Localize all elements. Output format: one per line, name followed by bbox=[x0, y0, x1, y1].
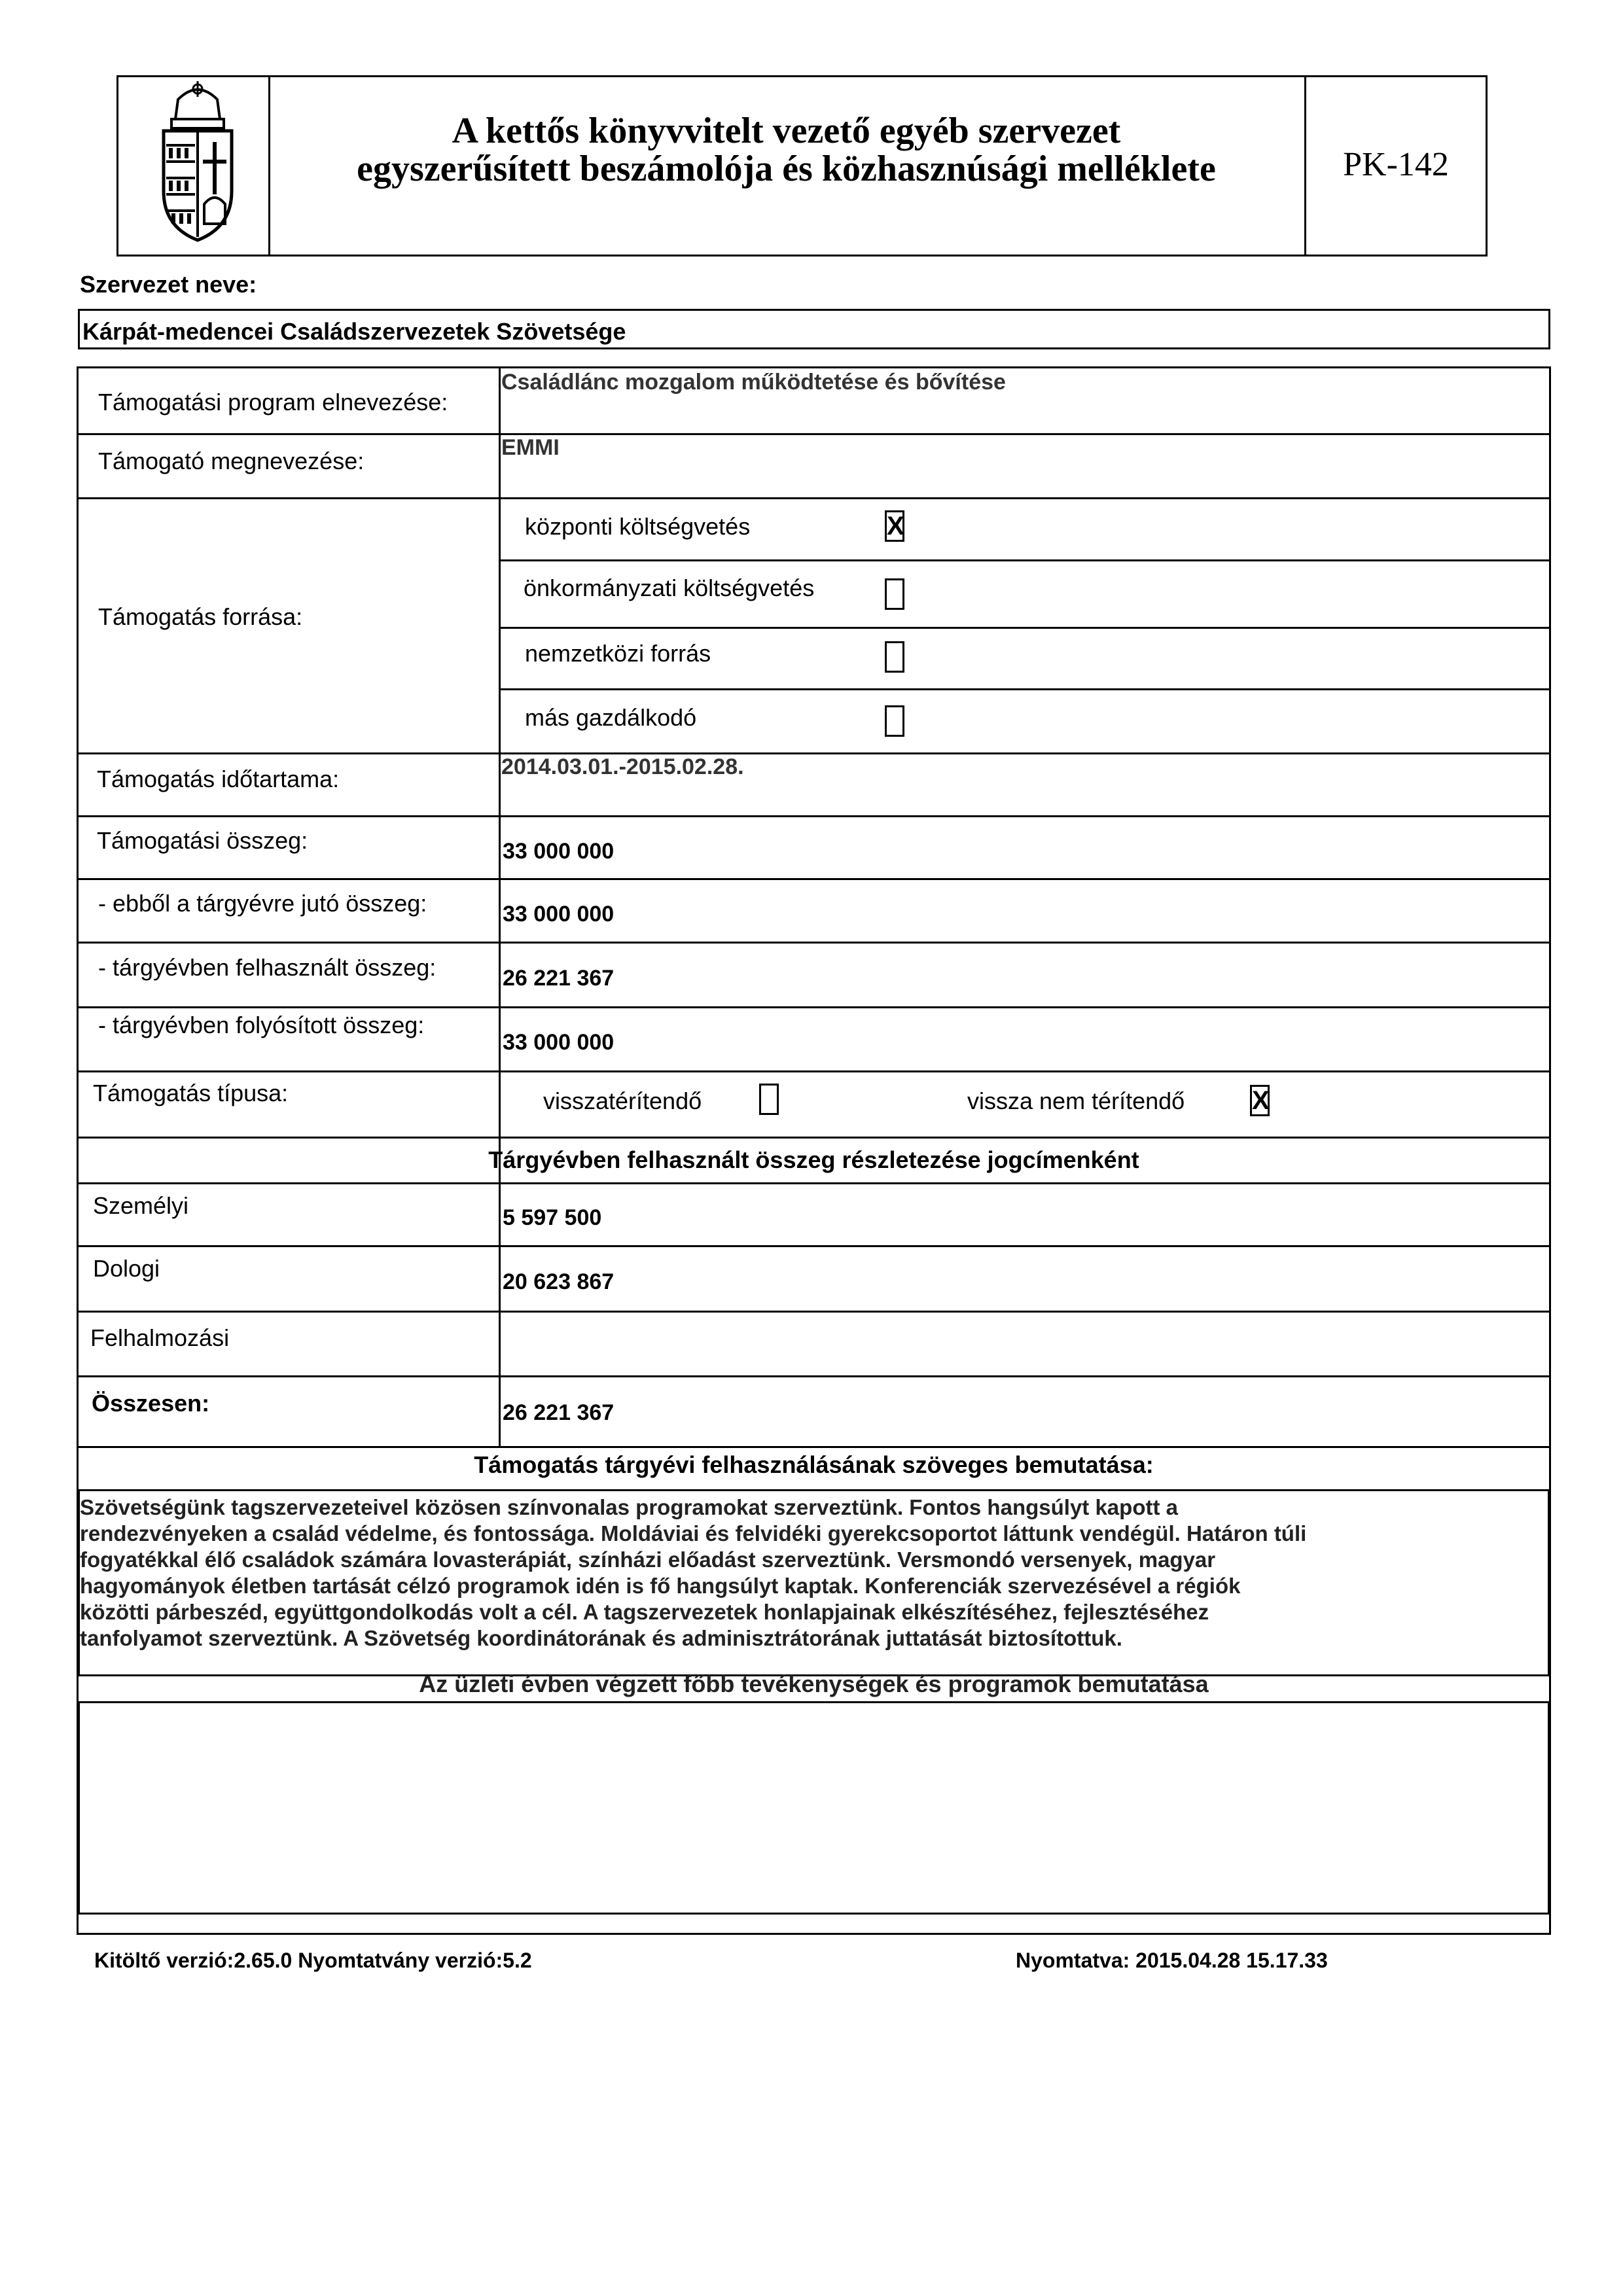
breakdown-personal-label: Személyi bbox=[93, 1192, 189, 1219]
amount-value: 33 000 000 bbox=[503, 839, 615, 864]
used-amount-label: - tárgyévben felhasznált összeg: bbox=[98, 954, 437, 981]
row-divider bbox=[77, 497, 1551, 499]
source-option-label: más gazdálkodó bbox=[525, 704, 697, 731]
description-line: rendezvényeken a család védelme, és fontossága. Moldáviai és felvidéki gyerekcsoportot láttunk vendégül. Határon túli bbox=[80, 1521, 1307, 1545]
supporter-label: Támogató megnevezése: bbox=[98, 448, 365, 474]
description-line: közötti párbeszéd, együttgondolkodás volt a cél. A tagszervezetek honlapjainak elkészítéséhez, fejlesztéséhez bbox=[80, 1600, 1209, 1624]
row-divider bbox=[77, 752, 1551, 754]
row-divider bbox=[77, 1375, 1551, 1377]
description-heading: Támogatás tárgyévi felhasználásának szöveges bemutatása: bbox=[474, 1451, 1154, 1478]
disbursed-amount-value: 33 000 000 bbox=[503, 1030, 615, 1055]
row-divider bbox=[77, 942, 1551, 944]
row-divider bbox=[77, 878, 1551, 880]
source-divider bbox=[499, 688, 1551, 690]
type-refundable-label: visszatérítendő bbox=[543, 1087, 702, 1114]
row-divider bbox=[77, 433, 1551, 435]
row-divider bbox=[77, 1137, 1551, 1139]
source-divider bbox=[499, 559, 1551, 561]
description-line: tanfolyamot szerveztünk. A Szövetség koordinátorának és adminisztrátorának juttatását biztosítottuk. bbox=[80, 1626, 1122, 1650]
description-line: Szövetségünk tagszervezeteivel közösen színvonalas programokat szerveztünk. Fontos hangsúlyt kapott a bbox=[80, 1495, 1178, 1519]
duration-label: Támogatás időtartama: bbox=[97, 766, 340, 792]
source-option-label: önkormányzati költségvetés bbox=[524, 574, 815, 601]
source-option-label: központi költségvetés bbox=[525, 513, 751, 540]
source-checkbox-international[interactable] bbox=[885, 641, 904, 673]
footer-printed: Nyomtatva: 2015.04.28 15.17.33 bbox=[1016, 1949, 1328, 1972]
row-divider bbox=[77, 1311, 1551, 1313]
type-nonrefundable-checkbox[interactable]: X bbox=[1250, 1085, 1270, 1116]
type-label: Támogatás típusa: bbox=[93, 1080, 289, 1106]
coat-of-arms-emblem bbox=[152, 80, 243, 243]
used-amount-value: 26 221 367 bbox=[503, 966, 615, 991]
row-divider bbox=[77, 1182, 1551, 1184]
duration-value: 2014.03.01.-2015.02.28. bbox=[501, 754, 744, 779]
form-code: PK-142 bbox=[1343, 146, 1449, 183]
source-label: Támogatás forrása: bbox=[98, 603, 303, 630]
breakdown-total-value: 26 221 367 bbox=[503, 1400, 615, 1425]
type-nonrefundable-label: vissza nem térítendő bbox=[967, 1087, 1185, 1114]
supporter-value: EMMI bbox=[501, 435, 560, 460]
disbursed-amount-label: - tárgyévben folyósított összeg: bbox=[98, 1012, 425, 1038]
description-line: fogyatékkal élő családok számára lovasterápiát, színházi előadást szerveztünk. Versmondó versenyek, magyar bbox=[80, 1547, 1216, 1572]
type-refundable-checkbox[interactable] bbox=[759, 1084, 779, 1115]
org-name-value: Kárpát-medencei Családszervezetek Szövetsége bbox=[82, 318, 626, 345]
main-col-divider bbox=[499, 366, 501, 1447]
source-checkbox-other-business[interactable] bbox=[885, 705, 904, 737]
breakdown-personal-value: 5 597 500 bbox=[503, 1205, 602, 1230]
source-divider bbox=[499, 627, 1551, 629]
description-line: hagyományok életben tartását célzó programok idén is fő hangsúlyt kaptak. Konferenciák szervezésével a régiók bbox=[80, 1574, 1241, 1598]
activities-box bbox=[78, 1701, 1550, 1915]
year-amount-label: - ebből a tárgyévre jutó összeg: bbox=[98, 890, 427, 917]
source-option-label: nemzetközi forrás bbox=[525, 640, 711, 667]
program-value: Családlánc mozgalom működtetése és bővítése bbox=[501, 370, 1006, 395]
row-divider bbox=[77, 1006, 1551, 1008]
breakdown-total-label: Összesen: bbox=[92, 1390, 210, 1417]
activities-heading: Az üzleti évben végzett főbb tevékenységek és programok bemutatása bbox=[419, 1670, 1209, 1697]
source-checkbox-central[interactable]: X bbox=[885, 510, 904, 542]
program-label: Támogatási program elnevezése: bbox=[98, 389, 448, 415]
row-divider bbox=[77, 1245, 1551, 1247]
org-name-label: Szervezet neve: bbox=[80, 271, 257, 298]
breakdown-heading: Tárgyévben felhasznált összeg részletezése jogcímenként bbox=[488, 1146, 1139, 1173]
document-title-line1: A kettős könyvvitelt vezető egyéb szervezet bbox=[452, 111, 1121, 151]
breakdown-capital-label: Felhalmozási bbox=[90, 1324, 230, 1351]
breakdown-material-label: Dologi bbox=[93, 1255, 160, 1282]
row-divider bbox=[77, 815, 1551, 817]
row-divider bbox=[77, 1070, 1551, 1072]
document-title-line2: egyszerűsített beszámolója és közhasznúsági melléklete bbox=[357, 149, 1216, 189]
amount-label: Támogatási összeg: bbox=[97, 827, 308, 854]
row-divider bbox=[77, 1446, 1551, 1448]
breakdown-material-value: 20 623 867 bbox=[503, 1269, 615, 1294]
footer-version: Kitöltő verzió:2.65.0 Nyomtatvány verzió:5.2 bbox=[94, 1949, 532, 1972]
year-amount-value: 33 000 000 bbox=[503, 902, 615, 927]
source-checkbox-municipal[interactable] bbox=[885, 578, 904, 610]
